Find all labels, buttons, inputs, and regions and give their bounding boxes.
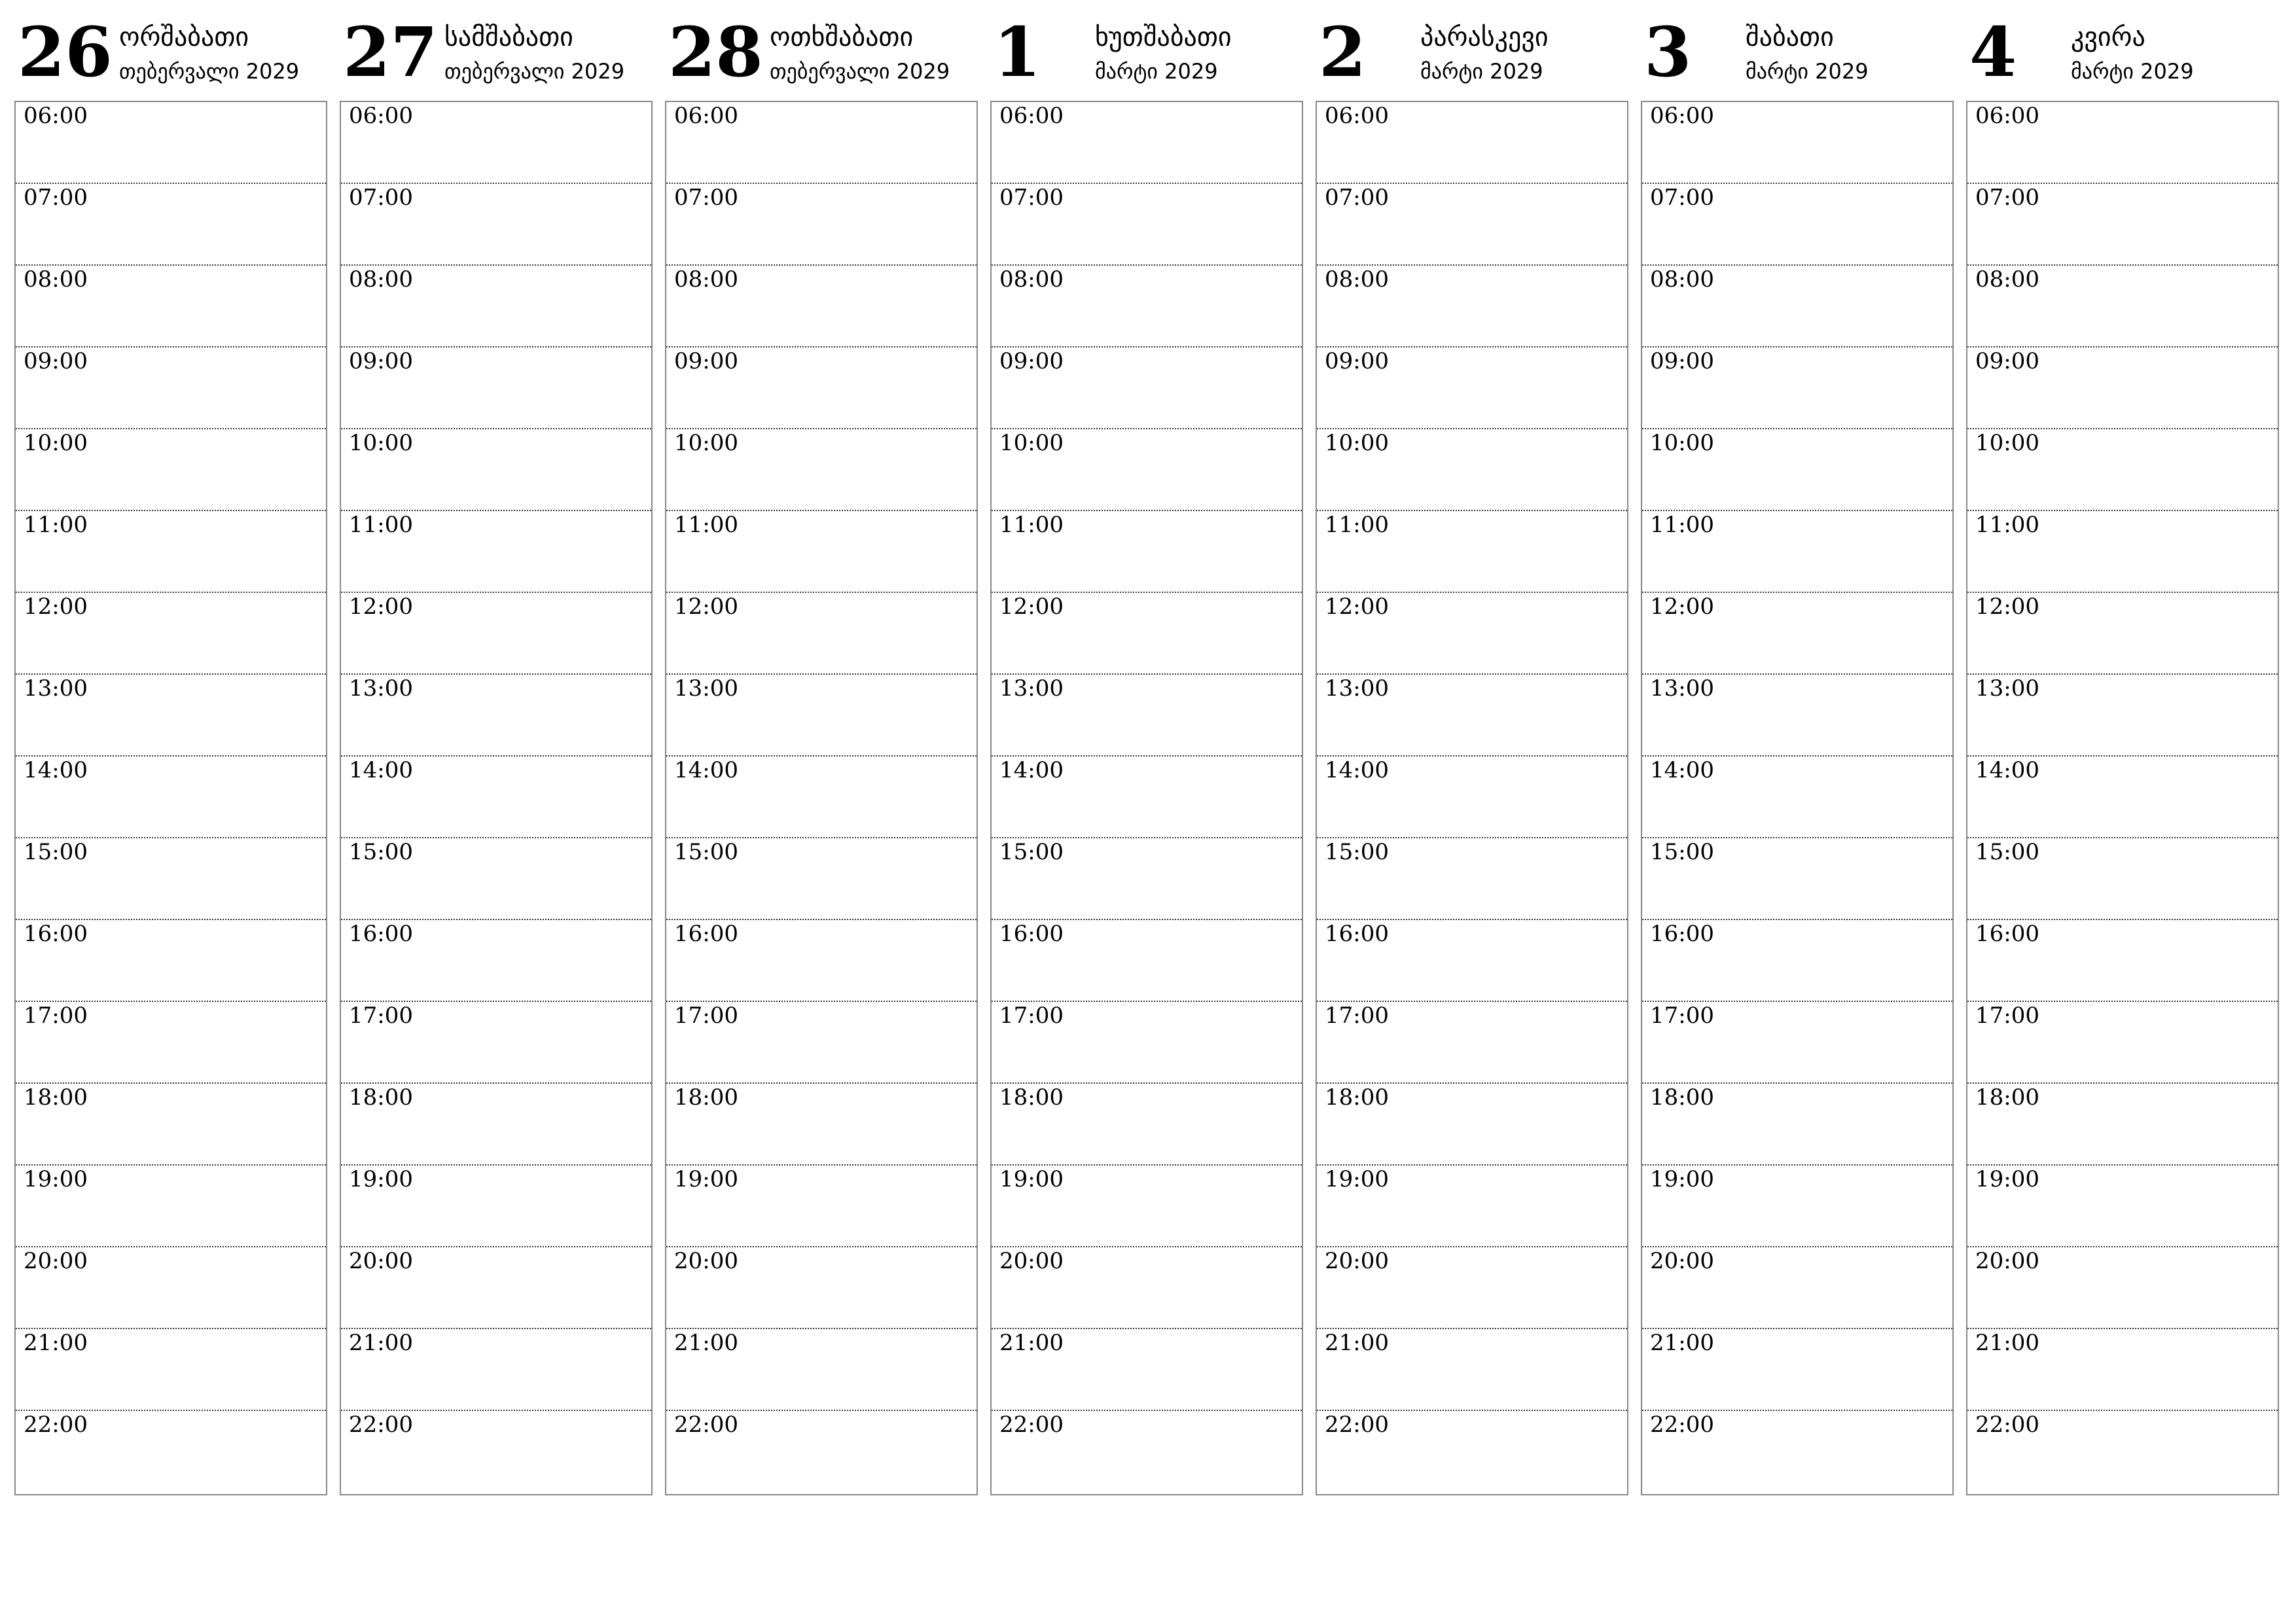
- hour-slot[interactable]: [16, 757, 326, 838]
- day-number: 1: [994, 12, 1041, 92]
- hour-label: 10:00: [1325, 430, 1389, 456]
- hour-label: 17:00: [1325, 1003, 1389, 1029]
- hour-slot[interactable]: [1967, 593, 2278, 675]
- hour-slot[interactable]: [1967, 1084, 2278, 1166]
- day-column: [1641, 13, 1954, 1495]
- hour-slot[interactable]: [16, 1002, 326, 1084]
- hour-label: 09:00: [1650, 348, 1714, 374]
- hour-grid: [1316, 101, 1628, 1495]
- hour-slot[interactable]: [1642, 348, 1952, 429]
- hour-slot[interactable]: [1642, 184, 1952, 266]
- hour-slot[interactable]: [666, 184, 977, 266]
- hour-slot[interactable]: [666, 1166, 977, 1247]
- hour-label: 21:00: [24, 1330, 88, 1356]
- day-number: 28: [668, 12, 763, 92]
- hour-slot[interactable]: [341, 1247, 651, 1329]
- hour-label: 16:00: [674, 921, 738, 947]
- hour-label: 15:00: [1325, 839, 1389, 865]
- hour-slot[interactable]: [666, 429, 977, 511]
- hour-label: 14:00: [1325, 757, 1389, 783]
- hour-label: 13:00: [999, 675, 1064, 702]
- weekly-planner: [14, 13, 2291, 1495]
- hour-slot[interactable]: [1642, 1411, 1952, 1494]
- hour-slot[interactable]: [1967, 429, 2278, 511]
- hour-label: 08:00: [1325, 266, 1389, 293]
- weekday-name: სამშაბათი: [444, 22, 573, 52]
- hour-slot[interactable]: [666, 1247, 977, 1329]
- hour-label: 22:00: [999, 1412, 1064, 1438]
- hour-grid: [665, 101, 978, 1495]
- hour-slot[interactable]: [16, 1166, 326, 1247]
- weekday-name: ორშაბათი: [119, 22, 249, 52]
- hour-slot[interactable]: [1642, 429, 1952, 511]
- hour-label: 15:00: [999, 839, 1064, 865]
- hour-label: 22:00: [1325, 1412, 1389, 1438]
- hour-label: 10:00: [674, 430, 738, 456]
- hour-slot[interactable]: [1317, 675, 1627, 757]
- hour-label: 12:00: [674, 594, 738, 620]
- hour-slot[interactable]: [1967, 838, 2278, 920]
- hour-label: 18:00: [999, 1084, 1064, 1111]
- weekday-name: პარასკევი: [1420, 22, 1549, 52]
- hour-label: 08:00: [24, 266, 88, 293]
- hour-label: 06:00: [349, 103, 413, 129]
- day-header: [1641, 13, 1954, 101]
- hour-slot[interactable]: [1642, 511, 1952, 593]
- hour-label: 21:00: [349, 1330, 413, 1356]
- day-column: [990, 13, 1303, 1495]
- hour-label: 21:00: [1975, 1330, 2039, 1356]
- hour-label: 17:00: [24, 1003, 88, 1029]
- hour-slot[interactable]: [1967, 1247, 2278, 1329]
- hour-label: 13:00: [24, 675, 88, 702]
- hour-slot[interactable]: [1317, 184, 1627, 266]
- day-column: [1316, 13, 1628, 1495]
- day-header: [665, 13, 978, 101]
- hour-label: 19:00: [999, 1166, 1064, 1192]
- hour-slot[interactable]: [341, 1002, 651, 1084]
- hour-slot[interactable]: [341, 1411, 651, 1494]
- month-year-label: თებერვალი 2029: [119, 59, 300, 84]
- hour-label: 11:00: [24, 512, 88, 538]
- hour-label: 20:00: [349, 1248, 413, 1274]
- hour-label: 20:00: [1975, 1248, 2039, 1274]
- hour-grid: [990, 101, 1303, 1495]
- hour-label: 06:00: [1650, 103, 1714, 129]
- hour-slot[interactable]: [1317, 1247, 1627, 1329]
- day-column: [665, 13, 978, 1495]
- hour-slot[interactable]: [1642, 1084, 1952, 1166]
- day-header: [990, 13, 1303, 101]
- hour-label: 11:00: [1650, 512, 1714, 538]
- hour-slot[interactable]: [1317, 102, 1627, 184]
- hour-slot[interactable]: [341, 757, 651, 838]
- hour-slot[interactable]: [992, 429, 1302, 511]
- hour-slot[interactable]: [16, 675, 326, 757]
- hour-slot[interactable]: [992, 1247, 1302, 1329]
- hour-slot[interactable]: [1642, 675, 1952, 757]
- hour-slot[interactable]: [666, 1329, 977, 1411]
- hour-slot[interactable]: [1967, 511, 2278, 593]
- hour-slot[interactable]: [16, 429, 326, 511]
- hour-label: 11:00: [1325, 512, 1389, 538]
- hour-label: 06:00: [1975, 103, 2039, 129]
- hour-label: 12:00: [1325, 594, 1389, 620]
- hour-slot[interactable]: [1642, 1166, 1952, 1247]
- hour-label: 16:00: [24, 921, 88, 947]
- hour-slot[interactable]: [1317, 1411, 1627, 1494]
- hour-slot[interactable]: [1967, 1166, 2278, 1247]
- hour-slot[interactable]: [341, 675, 651, 757]
- day-number: 3: [1644, 12, 1692, 92]
- day-number: 4: [1969, 12, 2017, 92]
- hour-label: 09:00: [674, 348, 738, 374]
- hour-label: 14:00: [1975, 757, 2039, 783]
- hour-label: 16:00: [1650, 921, 1714, 947]
- hour-slot[interactable]: [1642, 1247, 1952, 1329]
- hour-slot[interactable]: [666, 757, 977, 838]
- hour-label: 09:00: [349, 348, 413, 374]
- hour-slot[interactable]: [341, 511, 651, 593]
- hour-slot[interactable]: [1967, 1329, 2278, 1411]
- hour-label: 15:00: [1975, 839, 2039, 865]
- hour-slot[interactable]: [341, 1166, 651, 1247]
- hour-label: 19:00: [349, 1166, 413, 1192]
- hour-slot[interactable]: [992, 1166, 1302, 1247]
- hour-label: 10:00: [24, 430, 88, 456]
- hour-label: 06:00: [674, 103, 738, 129]
- month-year-label: თებერვალი 2029: [444, 59, 625, 84]
- hour-slot[interactable]: [666, 266, 977, 348]
- hour-slot[interactable]: [16, 1084, 326, 1166]
- month-year-label: მარტი 2029: [1095, 59, 1218, 84]
- day-header: [14, 13, 327, 101]
- hour-slot[interactable]: [1317, 757, 1627, 838]
- hour-slot[interactable]: [16, 102, 326, 184]
- hour-label: 13:00: [1650, 675, 1714, 702]
- hour-label: 14:00: [349, 757, 413, 783]
- hour-label: 15:00: [1650, 839, 1714, 865]
- day-number: 26: [18, 12, 113, 92]
- hour-slot[interactable]: [341, 348, 651, 429]
- hour-label: 19:00: [1325, 1166, 1389, 1192]
- hour-slot[interactable]: [992, 1084, 1302, 1166]
- hour-slot[interactable]: [16, 593, 326, 675]
- hour-label: 17:00: [674, 1003, 738, 1029]
- weekday-name: ოთხშაბათი: [770, 22, 914, 52]
- hour-slot[interactable]: [992, 757, 1302, 838]
- hour-slot[interactable]: [1967, 266, 2278, 348]
- hour-slot[interactable]: [1317, 1002, 1627, 1084]
- hour-label: 16:00: [1975, 921, 2039, 947]
- hour-slot[interactable]: [1967, 757, 2278, 838]
- hour-label: 18:00: [1650, 1084, 1714, 1111]
- hour-label: 06:00: [999, 103, 1064, 129]
- hour-slot[interactable]: [992, 266, 1302, 348]
- hour-label: 12:00: [999, 594, 1064, 620]
- hour-slot[interactable]: [666, 1084, 977, 1166]
- hour-slot[interactable]: [1642, 102, 1952, 184]
- hour-slot[interactable]: [1642, 1329, 1952, 1411]
- hour-slot[interactable]: [1317, 266, 1627, 348]
- hour-slot[interactable]: [992, 102, 1302, 184]
- hour-slot[interactable]: [341, 266, 651, 348]
- hour-slot[interactable]: [1967, 348, 2278, 429]
- hour-label: 07:00: [1325, 185, 1389, 211]
- hour-label: 16:00: [1325, 921, 1389, 947]
- weekday-name: ხუთშაბათი: [1095, 22, 1232, 52]
- hour-slot[interactable]: [666, 593, 977, 675]
- day-column: [340, 13, 653, 1495]
- hour-slot[interactable]: [1317, 920, 1627, 1002]
- hour-label: 12:00: [1975, 594, 2039, 620]
- hour-label: 07:00: [349, 185, 413, 211]
- hour-label: 08:00: [674, 266, 738, 293]
- hour-slot[interactable]: [1967, 1002, 2278, 1084]
- hour-slot[interactable]: [992, 1002, 1302, 1084]
- hour-label: 10:00: [1650, 430, 1714, 456]
- hour-slot[interactable]: [666, 348, 977, 429]
- hour-label: 07:00: [1650, 185, 1714, 211]
- hour-slot[interactable]: [341, 102, 651, 184]
- hour-label: 13:00: [349, 675, 413, 702]
- hour-label: 18:00: [349, 1084, 413, 1111]
- hour-label: 21:00: [674, 1330, 738, 1356]
- hour-label: 07:00: [24, 185, 88, 211]
- hour-label: 09:00: [1325, 348, 1389, 374]
- hour-slot[interactable]: [1317, 593, 1627, 675]
- hour-label: 12:00: [349, 594, 413, 620]
- hour-slot[interactable]: [1642, 1002, 1952, 1084]
- hour-slot[interactable]: [16, 1247, 326, 1329]
- hour-label: 11:00: [674, 512, 738, 538]
- hour-slot[interactable]: [992, 838, 1302, 920]
- hour-label: 18:00: [1975, 1084, 2039, 1111]
- hour-label: 22:00: [24, 1412, 88, 1438]
- hour-slot[interactable]: [1642, 266, 1952, 348]
- hour-slot[interactable]: [666, 511, 977, 593]
- hour-slot[interactable]: [992, 184, 1302, 266]
- hour-label: 19:00: [674, 1166, 738, 1192]
- hour-slot[interactable]: [16, 1329, 326, 1411]
- day-header: [340, 13, 653, 101]
- hour-slot[interactable]: [666, 1411, 977, 1494]
- hour-slot[interactable]: [1642, 757, 1952, 838]
- hour-label: 19:00: [24, 1166, 88, 1192]
- hour-label: 09:00: [1975, 348, 2039, 374]
- hour-slot[interactable]: [1317, 1084, 1627, 1166]
- hour-label: 21:00: [1650, 1330, 1714, 1356]
- hour-slot[interactable]: [1317, 511, 1627, 593]
- hour-slot[interactable]: [992, 1329, 1302, 1411]
- hour-slot[interactable]: [1642, 838, 1952, 920]
- hour-slot[interactable]: [1317, 348, 1627, 429]
- hour-slot[interactable]: [1967, 1411, 2278, 1494]
- hour-label: 20:00: [24, 1248, 88, 1274]
- hour-label: 20:00: [1650, 1248, 1714, 1274]
- hour-slot[interactable]: [341, 1084, 651, 1166]
- hour-grid: [1966, 101, 2279, 1495]
- hour-label: 06:00: [1325, 103, 1389, 129]
- month-year-label: მარტი 2029: [1746, 59, 1869, 84]
- hour-label: 14:00: [999, 757, 1064, 783]
- hour-slot[interactable]: [16, 348, 326, 429]
- hour-slot[interactable]: [1317, 838, 1627, 920]
- hour-slot[interactable]: [1967, 184, 2278, 266]
- hour-slot[interactable]: [666, 675, 977, 757]
- hour-slot[interactable]: [16, 838, 326, 920]
- hour-label: 20:00: [674, 1248, 738, 1274]
- hour-label: 21:00: [999, 1330, 1064, 1356]
- hour-label: 11:00: [349, 512, 413, 538]
- hour-slot[interactable]: [666, 838, 977, 920]
- hour-label: 22:00: [1650, 1412, 1714, 1438]
- hour-slot[interactable]: [341, 593, 651, 675]
- hour-slot[interactable]: [341, 920, 651, 1002]
- hour-label: 08:00: [349, 266, 413, 293]
- hour-label: 20:00: [1325, 1248, 1389, 1274]
- hour-label: 12:00: [1650, 594, 1714, 620]
- day-column: [14, 13, 327, 1495]
- hour-label: 07:00: [999, 185, 1064, 211]
- hour-slot[interactable]: [992, 511, 1302, 593]
- hour-slot[interactable]: [1317, 429, 1627, 511]
- hour-label: 22:00: [1975, 1412, 2039, 1438]
- hour-label: 13:00: [1975, 675, 2039, 702]
- hour-label: 18:00: [674, 1084, 738, 1111]
- weekday-name: შაბათი: [1746, 22, 1834, 52]
- hour-slot[interactable]: [1317, 1329, 1627, 1411]
- hour-label: 15:00: [349, 839, 413, 865]
- day-column: [1966, 13, 2279, 1495]
- hour-slot[interactable]: [341, 184, 651, 266]
- hour-slot[interactable]: [992, 675, 1302, 757]
- month-year-label: მარტი 2029: [2071, 59, 2194, 84]
- hour-slot[interactable]: [666, 920, 977, 1002]
- hour-grid: [14, 101, 327, 1495]
- hour-slot[interactable]: [16, 920, 326, 1002]
- day-header: [1316, 13, 1628, 101]
- hour-label: 06:00: [24, 103, 88, 129]
- hour-label: 15:00: [674, 839, 738, 865]
- hour-slot[interactable]: [16, 266, 326, 348]
- hour-label: 10:00: [1975, 430, 2039, 456]
- day-number: 2: [1319, 12, 1367, 92]
- hour-slot[interactable]: [992, 348, 1302, 429]
- hour-label: 17:00: [1650, 1003, 1714, 1029]
- hour-label: 20:00: [999, 1248, 1064, 1274]
- hour-slot[interactable]: [1317, 1166, 1627, 1247]
- hour-grid: [340, 101, 653, 1495]
- hour-label: 18:00: [24, 1084, 88, 1111]
- hour-label: 17:00: [349, 1003, 413, 1029]
- hour-slot[interactable]: [1967, 102, 2278, 184]
- hour-label: 10:00: [999, 430, 1064, 456]
- hour-label: 14:00: [1650, 757, 1714, 783]
- hour-label: 07:00: [1975, 185, 2039, 211]
- hour-label: 09:00: [24, 348, 88, 374]
- hour-label: 11:00: [1975, 512, 2039, 538]
- hour-label: 07:00: [674, 185, 738, 211]
- hour-label: 21:00: [1325, 1330, 1389, 1356]
- hour-slot[interactable]: [1967, 920, 2278, 1002]
- hour-label: 10:00: [349, 430, 413, 456]
- hour-label: 08:00: [1975, 266, 2039, 293]
- hour-label: 11:00: [999, 512, 1064, 538]
- hour-slot[interactable]: [16, 1411, 326, 1494]
- hour-slot[interactable]: [1642, 593, 1952, 675]
- day-number: 27: [343, 12, 438, 92]
- hour-label: 13:00: [1325, 675, 1389, 702]
- hour-label: 14:00: [674, 757, 738, 783]
- hour-slot[interactable]: [16, 511, 326, 593]
- hour-label: 19:00: [1650, 1166, 1714, 1192]
- hour-label: 08:00: [999, 266, 1064, 293]
- hour-label: 09:00: [999, 348, 1064, 374]
- hour-slot[interactable]: [666, 102, 977, 184]
- hour-label: 13:00: [674, 675, 738, 702]
- hour-slot[interactable]: [666, 1002, 977, 1084]
- hour-slot[interactable]: [1642, 920, 1952, 1002]
- hour-grid: [1641, 101, 1954, 1495]
- hour-label: 22:00: [349, 1412, 413, 1438]
- hour-label: 15:00: [24, 839, 88, 865]
- month-year-label: მარტი 2029: [1420, 59, 1543, 84]
- hour-label: 16:00: [349, 921, 413, 947]
- hour-label: 17:00: [1975, 1003, 2039, 1029]
- hour-label: 22:00: [674, 1412, 738, 1438]
- hour-label: 18:00: [1325, 1084, 1389, 1111]
- hour-slot[interactable]: [1967, 675, 2278, 757]
- hour-slot[interactable]: [992, 1411, 1302, 1494]
- month-year-label: თებერვალი 2029: [770, 59, 950, 84]
- hour-label: 12:00: [24, 594, 88, 620]
- hour-slot[interactable]: [341, 429, 651, 511]
- hour-label: 16:00: [999, 921, 1064, 947]
- day-header: [1966, 13, 2279, 101]
- hour-label: 17:00: [999, 1003, 1064, 1029]
- hour-slot[interactable]: [341, 838, 651, 920]
- hour-label: 19:00: [1975, 1166, 2039, 1192]
- hour-slot[interactable]: [992, 920, 1302, 1002]
- hour-slot[interactable]: [992, 593, 1302, 675]
- hour-slot[interactable]: [341, 1329, 651, 1411]
- hour-label: 14:00: [24, 757, 88, 783]
- hour-label: 08:00: [1650, 266, 1714, 293]
- weekday-name: კვირა: [2071, 22, 2145, 52]
- hour-slot[interactable]: [16, 184, 326, 266]
